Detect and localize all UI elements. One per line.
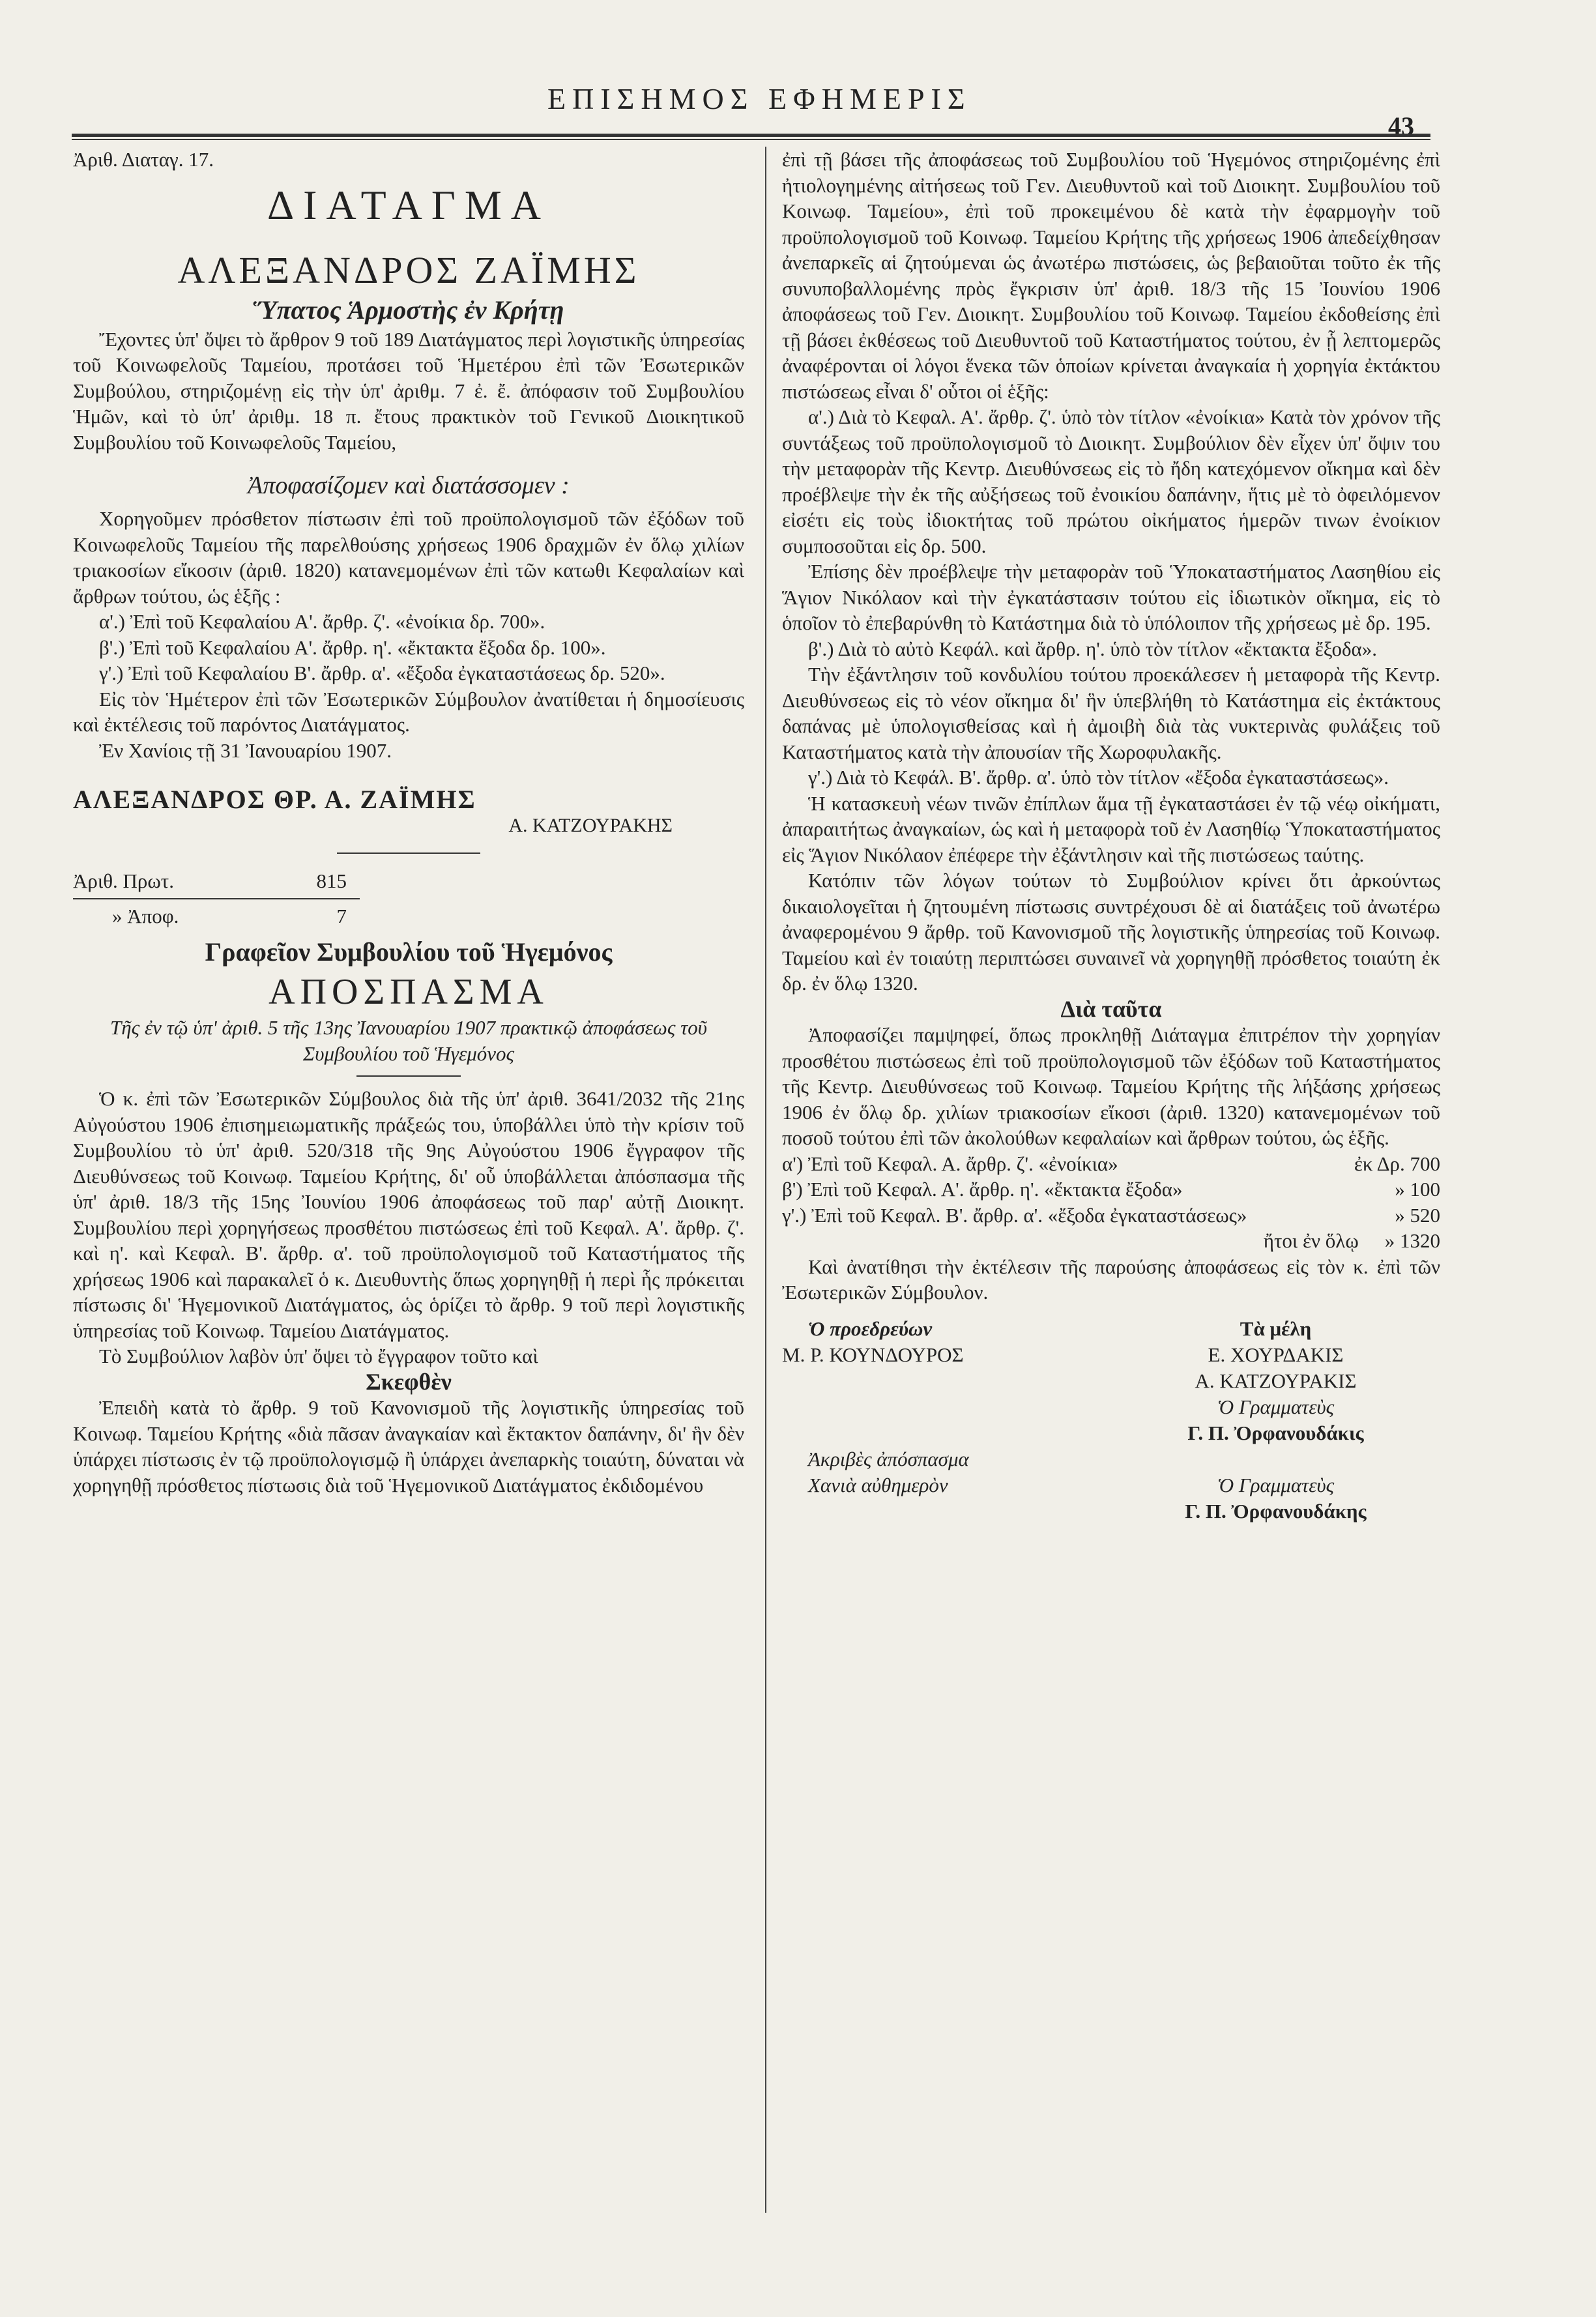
secretary-name: Γ. Π. Ὀρφανουδάκις [1187, 1421, 1364, 1444]
extract-subheading: Τῆς ἐν τῷ ὑπ' ἀριθ. 5 τῆς 13ης Ἰανουαρίου 1907 πρακτικῷ ἀποφάσεως τοῦ Συμβουλίου τοῦ Ἡγεμόνος [110, 1016, 707, 1065]
right-para-5: Τὴν ἐξάντλησιν τοῦ κονδυλίου τούτου προεκάλεσεν ἡ μεταφορὰ τῆς Κεντρ. Διευθύνσεως εἰς τὸ νέον οἴκημα δι' ἣν ὑπεβλήθη τὸ Κατάστημα εἰς ἐκτάκτους δαπάνας μὲ ὑπολογισθείσας καὶ ἡ ἀμοιβὴ διὰ τὰς νυκτερινὰς φυλάξεις τοῦ Καταστήματος κατὰ τὴν ἀπουσίαν τῆς Χωροφυλακῆς. [782, 663, 1440, 763]
secretary-name-2: Γ. Π. Ὀρφανουδάκης [1185, 1499, 1367, 1523]
gazette-title: ΕΠΙΣΗΜΟΣ ΕΦΗΜΕΡΙΣ [547, 82, 972, 115]
decree-preamble: Ἔχοντες ὑπ' ὄψει τὸ ἄρθρον 9 τοῦ 189 Διατάγματος περὶ λογιστικῆς ὑπηρεσίας τοῦ Κοινωφελοῦς Ταμείου, προτάσει τοῦ Ἡμετέρου ἐπὶ τῶν Ἐσωτερικῶν Συμβούλου, στηριζομένῃ εἰς τὴν ὑπ' ἀριθμ. 7 ἐ. ἔ. ἀπόφασιν τοῦ Συμβουλίου Ἡμῶν, καὶ τὸ ὑπ' ἀριθμ. 18 π. ἔτους πρακτικὸν τοῦ Γενικοῦ Διοικητικοῦ Συμβουλίου τοῦ Κοινωφελοῦς Ταμείου, [73, 327, 744, 454]
skephthen-heading: Σκεφθὲν [366, 1368, 452, 1395]
decision-ref [73, 903, 347, 929]
ledger-row-text: α') Ἐπὶ τοῦ Κεφαλ. Α. ἄρθρ. ζ'. «ἐνοίκια» [782, 1152, 1118, 1175]
right-para-1: ἐπὶ τῇ βάσει τῆς ἀποφάσεως τοῦ Συμβουλίου τοῦ Ἡγεμόνος στηριζομένης ἐπὶ ἠτιολογημένης αἰτήσεως τοῦ Γεν. Διευθυντοῦ καὶ τοῦ Διοικητ. Συμβουλίου τοῦ Κοινωφ. Ταμείου», ἐπὶ τοῦ προκειμένου δὲ κατὰ τὴν ἐφαρμογὴν τοῦ προϋπολογισμοῦ τοῦ Κοινωφ. Ταμείου Κρήτης τῆς χρήσεως 1906 ἀπεδείχθησαν ἀνεπαρκεῖς αἱ ζητούμεναι ὡς ἀνωτέρω πιστώσεις, ὡς βεβαιοῦται τοῦτο ἐκ τῆς συνυποβαλλομένης πρὸς ἔγκρισιν ὑπ' ἀριθ. 18/3 τῆς 15 Ἰουνίου 1906 ἀποφάσεως τοῦ Γεν. Διοικητ. Συμβουλίου τοῦ Κοινωφ. Ταμείου ἐκδοθείσης ἐπὶ τῇ βάσει ἐκθέσεως τοῦ Διευθυντοῦ τοῦ Καταστήματος τούτου, ἐν ᾗ λεπτομερῶς ἀναφέρονται οἱ λόγοι ἕνεκα τῶν ὁποίων κρίνεται ἀναγκαία ἡ χορηγία ἐκτάκτου πιστώσεως εἶναι δ' οὗτοι οἱ ἑξῆς: [782, 148, 1440, 403]
decree-ref-number: Ἀριθ. Διαταγ. 17. [73, 148, 214, 171]
signature-main: ΑΛΕΞΑΝΔΡΟΣ ΘΡ. Α. ΖΑΪΜΗΣ [73, 785, 476, 814]
extract-divider [356, 1075, 461, 1077]
page-number: 43 [1388, 111, 1414, 141]
decree-date: Ἐν Χανίοις τῇ 31 Ἰανουαρίου 1907. [99, 738, 392, 762]
office-heading: Γραφεῖον Συμβουλίου τοῦ Ἡγεμόνος [205, 937, 613, 967]
council-signatures [782, 1316, 1440, 1524]
extract-body-2: Τὸ Συμβούλιον λαβὸν ὑπ' ὄψει τὸ ἔγγραφον τοῦτο καὶ [99, 1345, 538, 1367]
decree-heading: ΔΙΑΤΑΓΜΑ [267, 181, 550, 228]
issuer-name: ΑΛΕΞΑΝΔΡΟΣ ΖΑΪΜΗΣ [177, 248, 640, 291]
protocol-ref [73, 868, 347, 894]
ledger-row-amount: » 100 [1395, 1178, 1440, 1201]
decree-item-c: γ'.) Ἐπὶ τοῦ Κεφαλαίου Β'. ἄρθρ. α'. «ἔξοδα ἐγκαταστάσεως δρ. 520». [99, 662, 665, 684]
protocol-ref-label: Ἀριθ. Πρωτ. [73, 869, 175, 892]
dia-tauta-heading: Διὰ ταῦτα [1060, 995, 1162, 1022]
right-para-2: α'.) Διὰ τὸ Κεφαλ. Α'. ἄρθρ. ζ'. ὑπὸ τὸν τίτλον «ἐνοίκια» Κατὰ τὸν χρόνον τῆς συντάξεως τοῦ προϋπολογισμοῦ τὸ Διοικητ. Συμβούλιον δὲν εἶχεν ὑπ' ὄψιν του τὴν μεταφορὰν τῆς Κεντρ. Διευθύνσεως εἰς τὸ ἤδη κατεχόμενον οἴκημα καὶ δὲν προέβλεψε τὴν ἐκ τῆς αὐξήσεως τοῦ ἐνοικίου δαπάνην, ἥτις μὲ τὸ ὀφειλόμενον εἰσέτι εἰς τοὺς ἰδιοκτήτας τοῦ πρώτου οἰκήματος ἡμερῶν τινων ἐνοίκιον συμποσοῦται εἰς δρ. 500. [782, 405, 1440, 557]
ledger-row-text: γ'.) Ἐπὶ τοῦ Κεφαλ. Β'. ἄρθρ. α'. «ἔξοδα ἐγκαταστάσεως» [782, 1203, 1247, 1227]
right-para-4: β'.) Διὰ τὸ αὐτὸ Κεφάλ. καὶ ἄρθρ. η'. ὑπὸ τὸν τίτλον «ἔκτακτα ἔξοδα». [808, 637, 1378, 660]
header-rule-thin [72, 139, 1430, 140]
extract-body-3: Ἐπειδὴ κατὰ τὸ ἄρθρ. 9 τοῦ Κανονισμοῦ τῆς λογιστικῆς ὑπηρεσίας τοῦ Κοινωφ. Ταμείου Κρήτης «διὰ πᾶσαν ἀναγκαίαν καὶ ἔκτακτον δαπάνην, δι' ἣν δὲν ὑπάρχει πίστωσις ἐν τῷ προϋπολογισμῷ ἢ ὑπάρχει ἀνεπαρκὴς τοιαύτη, δύναται νὰ χορηγηθῇ πρόσθετος πίστωσις διὰ τοῦ Ἡγεμονικοῦ Διατάγματος ἐκδιδομένου [73, 1396, 744, 1496]
decision-ref-label: » Ἀποφ. [112, 904, 179, 927]
member-2: Α. ΚΑΤΖΟΥΡΑΚΙΣ [1195, 1369, 1357, 1392]
signature-counter: Α. ΚΑΤΖΟΥΡΑΚΗΣ [508, 814, 673, 836]
masthead [0, 81, 1596, 141]
ledger-total-amount: » 1320 [1384, 1229, 1440, 1252]
decree-item-a: α'.) Ἐπὶ τοῦ Κεφαλαίου Α'. ἄρθρ. ζ'. «ἐνοίκια δρ. 700». [99, 610, 545, 633]
right-para-9: Ἀποφασίζει παμψηφεί, ὅπως προκληθῇ Διάταγμα ἐπιτρέπον τὴν χορηγίαν προσθέτου πιστώσεως ἐπὶ τοῦ προϋπολογισμοῦ τῶν ἐξόδων τοῦ Καταστήματος τῆς Κεντρ. Διευθύνσεως τοῦ Κοινωφ. Ταμείου Κρήτης τῆς λήξάσης χρήσεως 1906 ἐν ὅλῳ δρ. χιλίων τριακοσίων εἴκοσι (ἀριθ. 1320) κατανεμομένων τοῦ ποσοῦ τούτου ἐπὶ τῶν ἀκολούθων κεφαλαίων καὶ ἄρθρων τούτου, ὡς ἑξῆς. [782, 1023, 1440, 1149]
decree-body: Χορηγοῦμεν πρόσθετον πίστωσιν ἐπὶ τοῦ προϋπολογισμοῦ τῶν ἐξόδων τοῦ Κοινωφελοῦς Ταμείου τῆς παρελθούσης χρήσεως 1906 δραχμῶν ἐν ὅλῳ χιλίων τριακοσίων εἴκοσιν (ἀριθ. 1820) κατανεμομένων ἐπὶ τῶν κατωθι Κεφαλαίων καὶ ἄρθρων τούτου, ὡς ἑξῆς : [73, 507, 744, 607]
ledger-row-text: β') Ἐπὶ τοῦ Κεφαλ. Α'. ἄρθρ. η'. «ἔκτακτα ἔξοδα» [782, 1178, 1183, 1201]
secretary-label: Ὁ Γραμματεὺς [1217, 1395, 1335, 1418]
members-label: Τὰ μέλη [1240, 1317, 1312, 1340]
secretary-label-2: Ὁ Γραμματεὺς [1217, 1473, 1335, 1496]
true-copy-label: Ἀκριβὲς ἀπόσπασμα [808, 1447, 969, 1470]
ledger-row [782, 1151, 1440, 1177]
left-column [73, 147, 744, 1498]
header-rule [72, 134, 1430, 137]
chair-name: Μ. Ρ. ΚΟΥΝΔΟΥΡΟΣ [782, 1343, 964, 1366]
decision-ref-value: 7 [336, 904, 347, 927]
right-para-8: Κατόπιν τῶν λόγων τούτων τὸ Συμβούλιον κρίνει ὅτι ἀρκούντως δικαιολογεῖται ἡ ζητουμένη πίστωσις συντρέχουσι δὲ αἱ διατάξεις τοῦ ἀνωτέρω ἀναφερομένου 9 ἄρθρ. τοῦ Κανονισμοῦ τῆς λογιστικῆς ὑπηρεσίας τοῦ Κοινωφ. Ταμείου καὶ ἐν τοιαύτῃ περιπτώσει συναινεῖ νὰ χορηγηθῇ πρόσθετος τοιαύτη ἐκ δρ. ἐν ὅλῳ 1320. [782, 869, 1440, 995]
extract-heading: ΑΠΟΣΠΑΣΜΑ [268, 972, 549, 1012]
ledger-row [782, 1176, 1440, 1202]
section-divider [337, 852, 480, 854]
column-divider [765, 147, 766, 2213]
issuer-title: Ὕπατος Ἁρμοστὴς ἐν Κρήτῃ [253, 295, 564, 325]
decree-item-b: β'.) Ἐπὶ τοῦ Κεφαλαίου Α'. ἄρθρ. η'. «ἔκτακτα ἔξοδα δρ. 100». [99, 635, 606, 659]
right-column [782, 147, 1440, 1524]
member-1: Ε. ΧΟΥΡΔΑΚΙΣ [1208, 1343, 1344, 1366]
right-para-7: Ἡ κατασκευὴ νέων τινῶν ἐπίπλων ἅμα τῇ ἐγκαταστάσει ἐν τῷ νέῳ οἰκήματι, ἀπαραιτήτως ἀναγκαίων, ὡς καὶ ἡ μεταφορὰ τοῦ ἐν Λασηθίῳ Ὑποκαταστήματος εἰς Ἅγιον Νικόλαον ἐπέφερε τὴν ἐξάντλησιν καὶ τῆς πιστώσεως ταύτης. [782, 791, 1440, 866]
right-para-10: Καὶ ἀνατίθησι τὴν ἐκτέλεσιν τῆς παρούσης ἀποφάσεως εἰς τὸν κ. ἐπὶ τῶν Ἐσωτερικῶν Σύμβουλον. [782, 1255, 1440, 1304]
protocol-ref-value: 815 [316, 869, 347, 892]
ledger-row-amount: » 520 [1395, 1203, 1440, 1227]
place-date: Χανιὰ αὐθημερὸν [808, 1473, 948, 1496]
ledger-total-text: ἤτοι ἐν ὅλῳ [1263, 1229, 1359, 1252]
allocation-ledger [782, 1151, 1440, 1254]
right-para-3: Ἐπίσης δὲν προέβλεψε τὴν μεταφορὰν τοῦ Ὑποκαταστήματος Λασηθίου εἰς Ἅγιον Νικόλαον καὶ τὴν ἐγκατάστασιν τούτου εἰς ἰδιωτικὸν οἴκημα, εἰς τὸ ὁποῖον τὸ ἐπεβαρύνθη τὸ Κατάστημα διὰ τὸ ὑπόλοιπον τῆς χρήσεως μὲ δρ. 195. [782, 560, 1440, 634]
decree-execution: Εἰς τὸν Ἡμέτερον ἐπὶ τῶν Ἐσωτερικῶν Σύμβουλον ἀνατίθεται ἡ δημοσίευσις καὶ ἐκτέλεσις τοῦ παρόντος Διατάγματος. [73, 687, 744, 736]
ref-underline [73, 898, 360, 899]
ledger-total-row [782, 1228, 1440, 1254]
ledger-row [782, 1202, 1440, 1229]
decree-decide-line: Ἀποφασίζομεν καὶ διατάσσομεν : [248, 472, 570, 499]
extract-body: Ὁ κ. ἐπὶ τῶν Ἐσωτερικῶν Σύμβουλος διὰ τῆς ὑπ' ἀριθ. 3641/2032 τῆς 21ης Αὐγούστου 1906 ἐπισημειωματικῆς πράξεώς του, ὑποβάλλει ὑπὸ τὴν κρίσιν τοῦ Συμβουλίου τὸ ὑπ' ἀριθ. 520/318 τῆς 9ης Αὐγούστου 1906 ἔγγραφον τῆς Διευθύνσεως τοῦ Κοινωφ. Ταμείου Κρήτης, δι' οὗ ὑποβάλλεται ἀπόσπασμα τῆς ὑπ' ἀριθ. 18/3 τῆς 15ης Ἰουνίου 1906 ἀποφάσεως τοῦ παρ' αὐτῇ Διοικητ. Συμβουλίου περὶ χορηγήσεως προσθέτου πιστώσεως ἐπὶ τοῦ Κεφαλ. Α'. ἄρθρ. ζ'. καὶ η'. καὶ Κεφαλ. Β'. ἄρθρ. α'. τοῦ προϋπολογισμοῦ τοῦ Καταστήματος τῆς χρήσεως 1906 καὶ παρακαλεῖ ὁ κ. Διευθυντὴς ὅπως χορηγηθῇ ἡ περὶ ἧς πρόκειται πίστωσις δι' Ἡγεμονικοῦ Διατάγματος, ὡς ὁρίζει τὸ ἄρθρ. 9 τοῦ περὶ λογιστικῆς ὑπηρεσίας τοῦ Κοινωφ. Ταμείου Διατάγματος. [73, 1087, 744, 1342]
right-para-6: γ'.) Διὰ τὸ Κεφάλ. Β'. ἄρθρ. α'. ὑπὸ τὸν τίτλον «ἔξοδα ἐγκαταστάσεως». [808, 766, 1389, 789]
ledger-row-amount: ἐκ Δρ. 700 [1354, 1152, 1440, 1175]
chair-label: Ὁ προεδρεύων [808, 1317, 933, 1340]
